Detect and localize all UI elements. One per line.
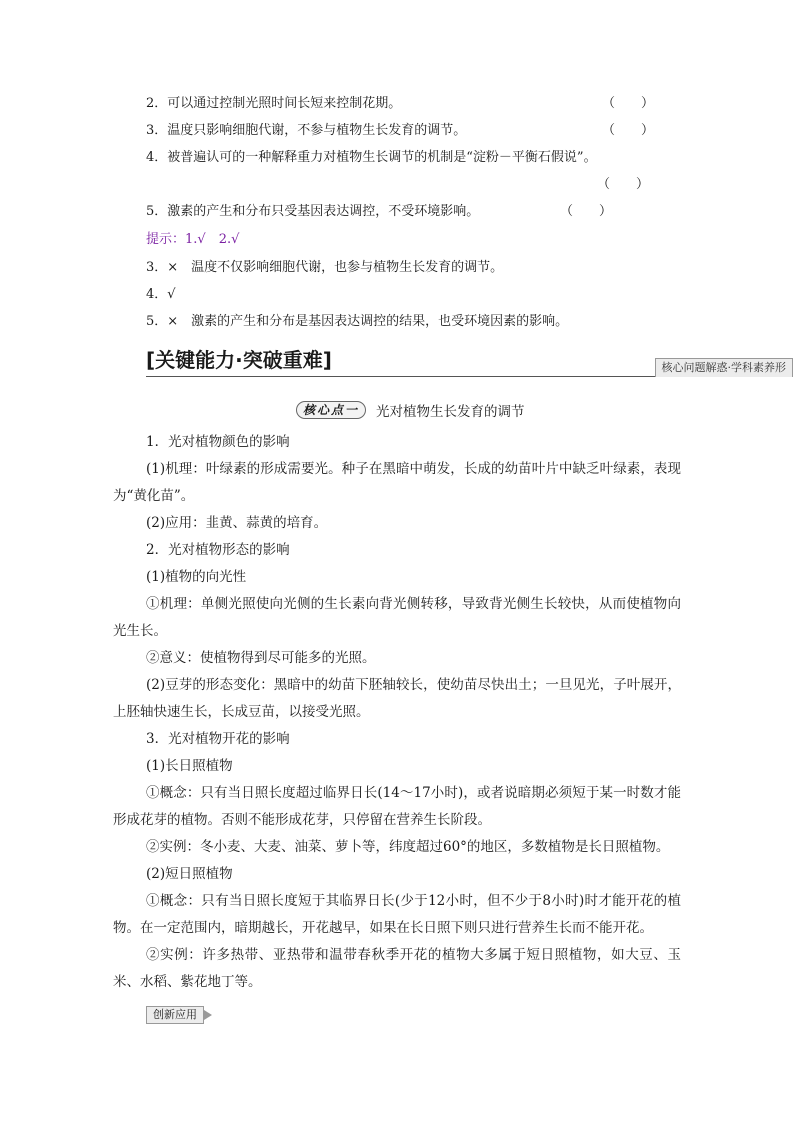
core-point-title: 光对植物生长发育的调节 [376, 404, 525, 420]
para-short-day-concept: ①概念：只有当日照长度短于其临界日长(少于12小时，但不少于8小时)时才能开花的植物。在一定范围内，暗期越长，开花越早，如果在长日照下则只进行营养生长而不能开花。 [113, 893, 681, 936]
para-bean-sprout: (2)豆芽的形态变化：黑暗中的幼苗下胚轴较长，使幼苗尽快出土；一旦见光，子叶展开，上胚轴快速生长，长成豆苗，以接受光照。 [113, 677, 681, 720]
para-phototropism: (1)植物的向光性 [146, 569, 247, 585]
para-phototropism-mechanism: ①机理：单侧光照使向光侧的生长素向背光侧转移，导致背光侧生长较快，从而使植物向光生长。 [113, 596, 681, 639]
section-title: [关键能力·突破重难] [146, 348, 332, 372]
hint-line-3: 3．× 温度不仅影响细胞代谢，也参与植物生长发育的调节。 [146, 260, 504, 275]
judgement-item-4: 4．被普遍认可的一种解释重力对植物生长调节的机制是“淀粉－平衡石假说”。 [146, 150, 597, 165]
judgement-item-2: 2．可以通过控制光照时间长短来控制花期。 [146, 96, 402, 111]
para-long-day: (1)长日照植物 [146, 758, 233, 774]
para-heading-2: 2．光对植物形态的影响 [146, 542, 290, 558]
answer-paren-2[interactable]: （ ） [602, 96, 655, 111]
answer-paren-5[interactable]: （ ） [560, 204, 613, 219]
answer-paren-3[interactable]: （ ） [602, 123, 655, 138]
hint-label: 提示： [146, 232, 186, 247]
para-heading-1: 1．光对植物颜色的影响 [146, 434, 290, 450]
para-short-day: (2)短日照植物 [146, 866, 233, 882]
para-long-day-examples: ②实例：冬小麦、大麦、油菜、萝卜等，纬度超过60°的地区，多数植物是长日照植物。 [146, 839, 670, 855]
hint-line-5: 5．× 激素的产生和分布是基因表达调控的结果，也受环境因素的影响。 [146, 314, 569, 329]
para-short-day-examples: ②实例：许多热带、亚热带和温带春秋季开花的植物大多属于短日照植物，如大豆、玉米、水稻、紫花地丁等。 [113, 947, 681, 990]
innovation-label: 创新应用 [146, 1006, 204, 1024]
hint-line-1 [146, 230, 646, 250]
para-mechanism: (1)机理：叶绿素的形成需要光。种子在黑暗中萌发，长成的幼苗叶片中缺乏叶绿素，表现为“黄化苗”。 [113, 461, 681, 504]
judgement-item-5: 5．激素的产生和分布只受基因表达调控，不受环境影响。 [146, 204, 480, 219]
core-point-heading [296, 400, 525, 420]
answer-paren-4[interactable]: （ ） [597, 177, 650, 192]
para-application: (2)应用：韭黄、蒜黄的培育。 [146, 515, 328, 531]
core-point-badge: 核心点一 [296, 401, 366, 419]
hint-answers-1-2: 1.√ 2.√ [185, 232, 240, 247]
section-tag: 核心问题解惑·学科素养形 [655, 358, 793, 377]
section-header [146, 346, 793, 377]
para-long-day-concept: ①概念：只有当日照长度超过临界日长(14～17小时)，或者说暗期必须短于某一时数才能形成花芽的植物。否则不能形成花芽，只停留在营养生长阶段。 [113, 785, 681, 828]
judgement-item-3: 3．温度只影响细胞代谢，不参与植物生长发育的调节。 [146, 123, 467, 138]
hint-line-4: 4．√ [146, 287, 176, 302]
para-phototropism-meaning: ②意义：使植物得到尽可能多的光照。 [146, 650, 376, 666]
para-heading-3: 3．光对植物开花的影响 [146, 731, 290, 747]
